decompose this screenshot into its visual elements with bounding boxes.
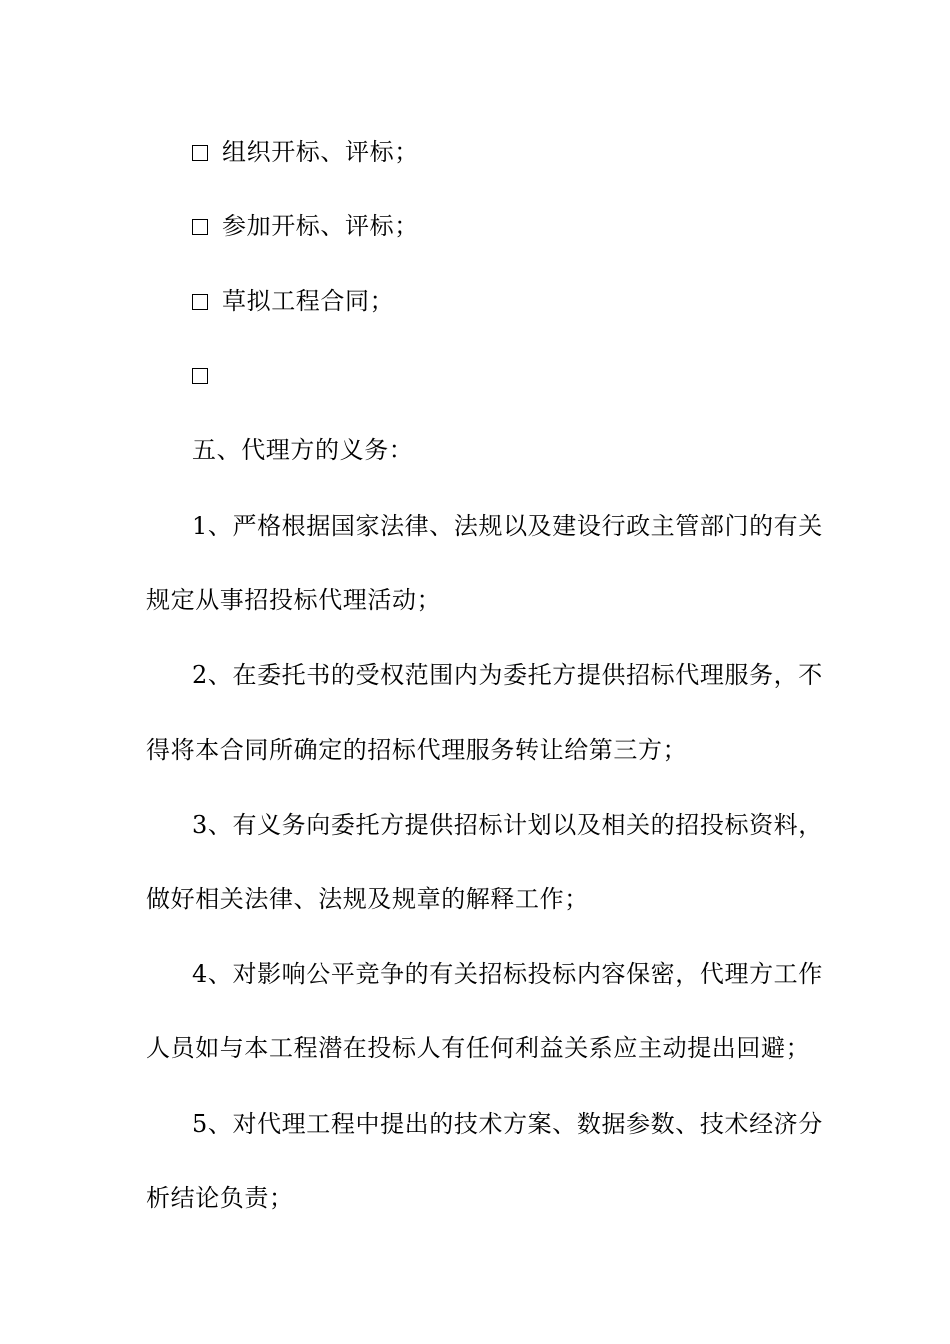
paragraph-2-line-2: 得将本合同所确定的招标代理服务转让给第三方； (146, 736, 688, 764)
checklist-item-blank (192, 359, 222, 391)
checkbox-icon[interactable] (192, 219, 208, 235)
checklist-item-organize-bid-opening (192, 136, 419, 168)
checklist-item-label: 组织开标、评标； (222, 138, 419, 166)
checklist-item-label: 草拟工程合同； (222, 287, 395, 315)
checklist-item-label: 参加开标、评标； (222, 212, 419, 240)
paragraph-4-line-1: 4、对影响公平竞争的有关招标投标内容保密，代理方工作 (192, 960, 823, 988)
checklist-item-draft-contract (192, 285, 394, 317)
checkbox-icon[interactable] (192, 294, 208, 310)
checkbox-icon[interactable] (192, 145, 208, 161)
paragraph-3-line-1: 3、有义务向委托方提供招标计划以及相关的招投标资料， (192, 811, 823, 839)
paragraph-4-line-2: 人员如与本工程潜在投标人有任何利益关系应主动提出回避； (146, 1034, 811, 1062)
paragraph-3-line-2: 做好相关法律、法规及规章的解释工作； (146, 885, 589, 913)
paragraph-5-line-1: 5、对代理工程中提出的技术方案、数据参数、技术经济分 (192, 1110, 823, 1138)
paragraph-2-line-1: 2、在委托书的受权范围内为委托方提供招标代理服务，不 (192, 661, 823, 689)
paragraph-5-line-2: 析结论负责； (146, 1184, 294, 1212)
section-heading: 五、代理方的义务： (192, 436, 414, 464)
paragraph-1-line-1: 1、严格根据国家法律、法规以及建设行政主管部门的有关 (192, 512, 823, 540)
checklist-item-attend-bid-opening (192, 210, 419, 242)
paragraph-1-line-2: 规定从事招投标代理活动； (146, 586, 442, 614)
checkbox-icon[interactable] (192, 368, 208, 384)
